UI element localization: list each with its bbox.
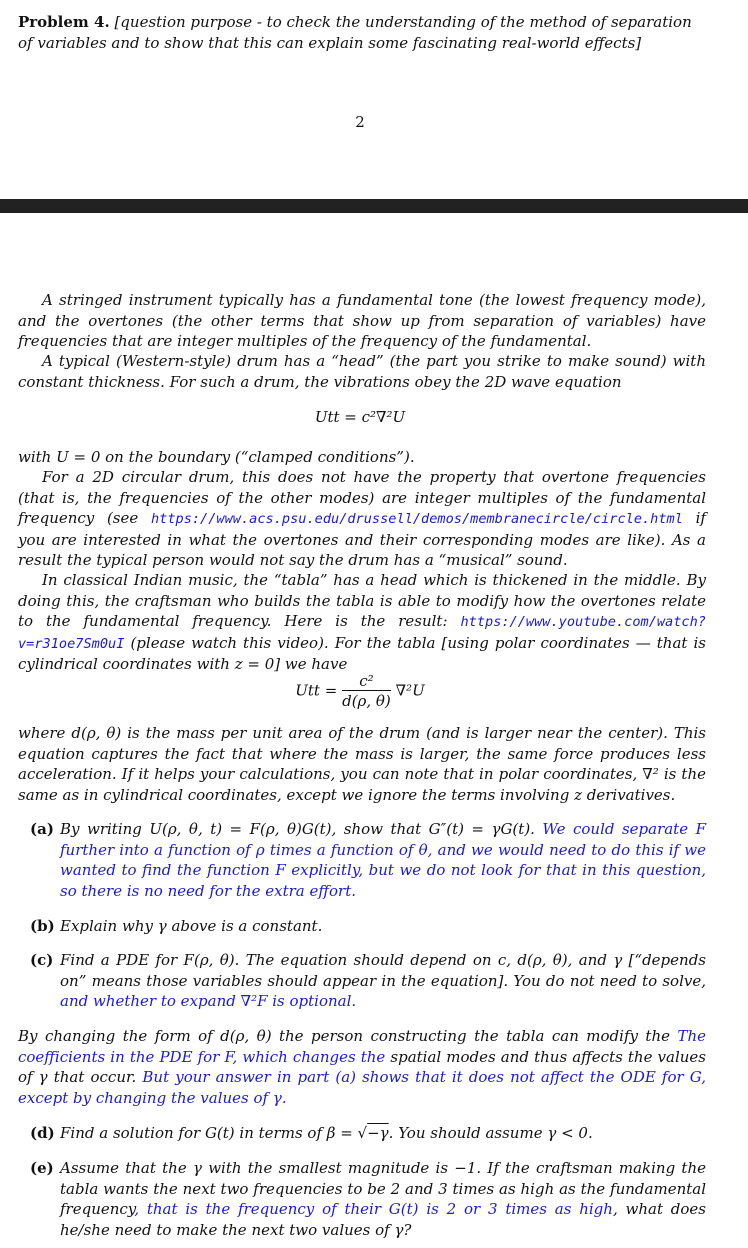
page-number: 2 [355,113,365,131]
design-text-d: But your answer in part (a) shows that it does not affect the ODE for G, except by changing the values of γ. [18,1068,706,1107]
page-divider [0,199,748,213]
mass-paragraph: where d(ρ, θ) is the mass per unit area of the drum (and is larger near the center). This equation captures the fact that where the mass is larger, the same force produces less acceleration. If it helps your calculations, you can note that in polar coordinates, ∇² is the same as in cylindrical coordinates, except we ignore the terms involving z derivatives. [18,724,706,804]
part-e [30,1158,706,1240]
question-purpose: [question purpose - to check the understanding of the method of separation of variables and to show that this can explain some fascinating real-world effects] [18,13,692,52]
boundary-condition-text: with U = 0 on the boundary (“clamped conditions”). [18,448,415,466]
drum-text-start: For a 2D circular drum, this does not have the property that overtone frequencies (that is, the frequencies of the other modes) are integer multiples of the fundamental frequency (see [18,468,706,527]
design-text-a: By changing the form of d(ρ, θ) the person constructing the tabla can modify the [18,1027,670,1045]
part-b-label: (b) [30,917,55,935]
intro-paragraph-2: A typical (Western-style) drum has a “head” (the part you strike to make sound) with constant thickness. For such a drum, the vibrations obey the 2D wave equation [18,352,706,391]
wave-equation: Utt = c²∇²U [314,408,406,426]
tabla-eq-fraction [342,672,391,711]
design-text-b: The coefficients in the PDE for F, which changes the [18,1027,706,1066]
part-c-note: and whether to expand ∇²F is optional. [60,992,357,1010]
intro-paragraph-1: A stringed instrument typically has a fundamental tone (the lowest frequency mode), and the overtones (the other terms that show up from separation of variables) have frequencies that are integer multiples of the frequency of the fundamental. [18,291,706,350]
tabla-design-paragraph [18,1026,706,1108]
part-b-text: Explain why γ above is a constant. [60,917,323,935]
design-text-c: spatial modes and thus affects the values of γ that occur. [18,1047,706,1086]
part-d-text-a: Find a solution for G(t) in terms of β = [60,1124,353,1142]
part-c-text: Find a PDE for F(ρ, θ). The equation should depend on c, d(ρ, θ), and γ [“depends on” means those variables should appear in the equation]. You do not need to solve, [60,951,706,990]
tabla-eq-rhs: ∇²U [395,681,425,700]
tabla-eq-denominator: d(ρ, θ) [342,692,391,710]
part-d: (d) Find a solution for G(t) in terms of β = √−γ. You should assume γ < 0. [30,1124,593,1142]
problem-header [18,12,708,53]
tabla-equation [0,672,720,711]
part-a-label: (a) [30,820,54,838]
part-d-text-b: . You should assume γ < 0. [388,1124,593,1142]
tabla-eq-lhs: Utt = [295,681,338,700]
part-e-text-a: Assume that the γ with the smallest magnitude is −1. If the craftsman making the tabla wants the next two frequencies to be 2 and 3 times as high as the fundamental frequency [60,1159,706,1218]
tabla-paragraph [18,570,706,675]
part-b [30,916,706,937]
problem-label: Problem 4. [18,13,110,31]
tabla-eq-numerator: c² [342,672,391,691]
part-e-note: , that is the frequency of their G(t) is 2 or 3 times as high [134,1200,613,1218]
drum-text-end: if you are interested in what the overtones and their corresponding modes are like). As a result the typical person would not say the drum has a “musical” sound. [18,509,706,569]
part-e-label: (e) [30,1159,54,1177]
part-e-text-b: , what does he/she need to make the next two values of γ? [60,1200,706,1239]
tabla-text-start: In classical Indian music, the “tabla” has a head which is thickened in the middle. By doing this, the craftsman who builds the tabla is able to modify how the overtones relate to the fundamental frequency. Here is the result: [18,571,706,630]
part-d-label: (d) [30,1124,55,1142]
video-link[interactable]: https://www.youtube.com/watch?v=r31oe7Sm0uI [18,614,706,652]
part-c-label: (c) [30,951,54,969]
part-a-note: We could separate F further into a function of ρ times a function of θ, and we would need to do this if we wanted to find the function F explicitly, but we do not look for that in this question, so there is no need for the extra effort. [60,820,706,900]
membrane-link[interactable]: https://www.acs.psu.edu/drussell/demos/membranecircle/circle.html [150,511,683,527]
part-a-text: By writing U(ρ, θ, t) = F(ρ, θ)G(t), show that G″(t) = γG(t). [60,820,535,838]
drum-paragraph [18,467,706,571]
part-a [30,819,706,901]
part-d-sqrt: −γ [367,1124,389,1142]
tabla-text-end: (please watch this video). For the tabla [using polar coordinates — that is cylindrical coordinates with z = 0] we have [18,633,706,673]
part-c [30,950,706,1012]
